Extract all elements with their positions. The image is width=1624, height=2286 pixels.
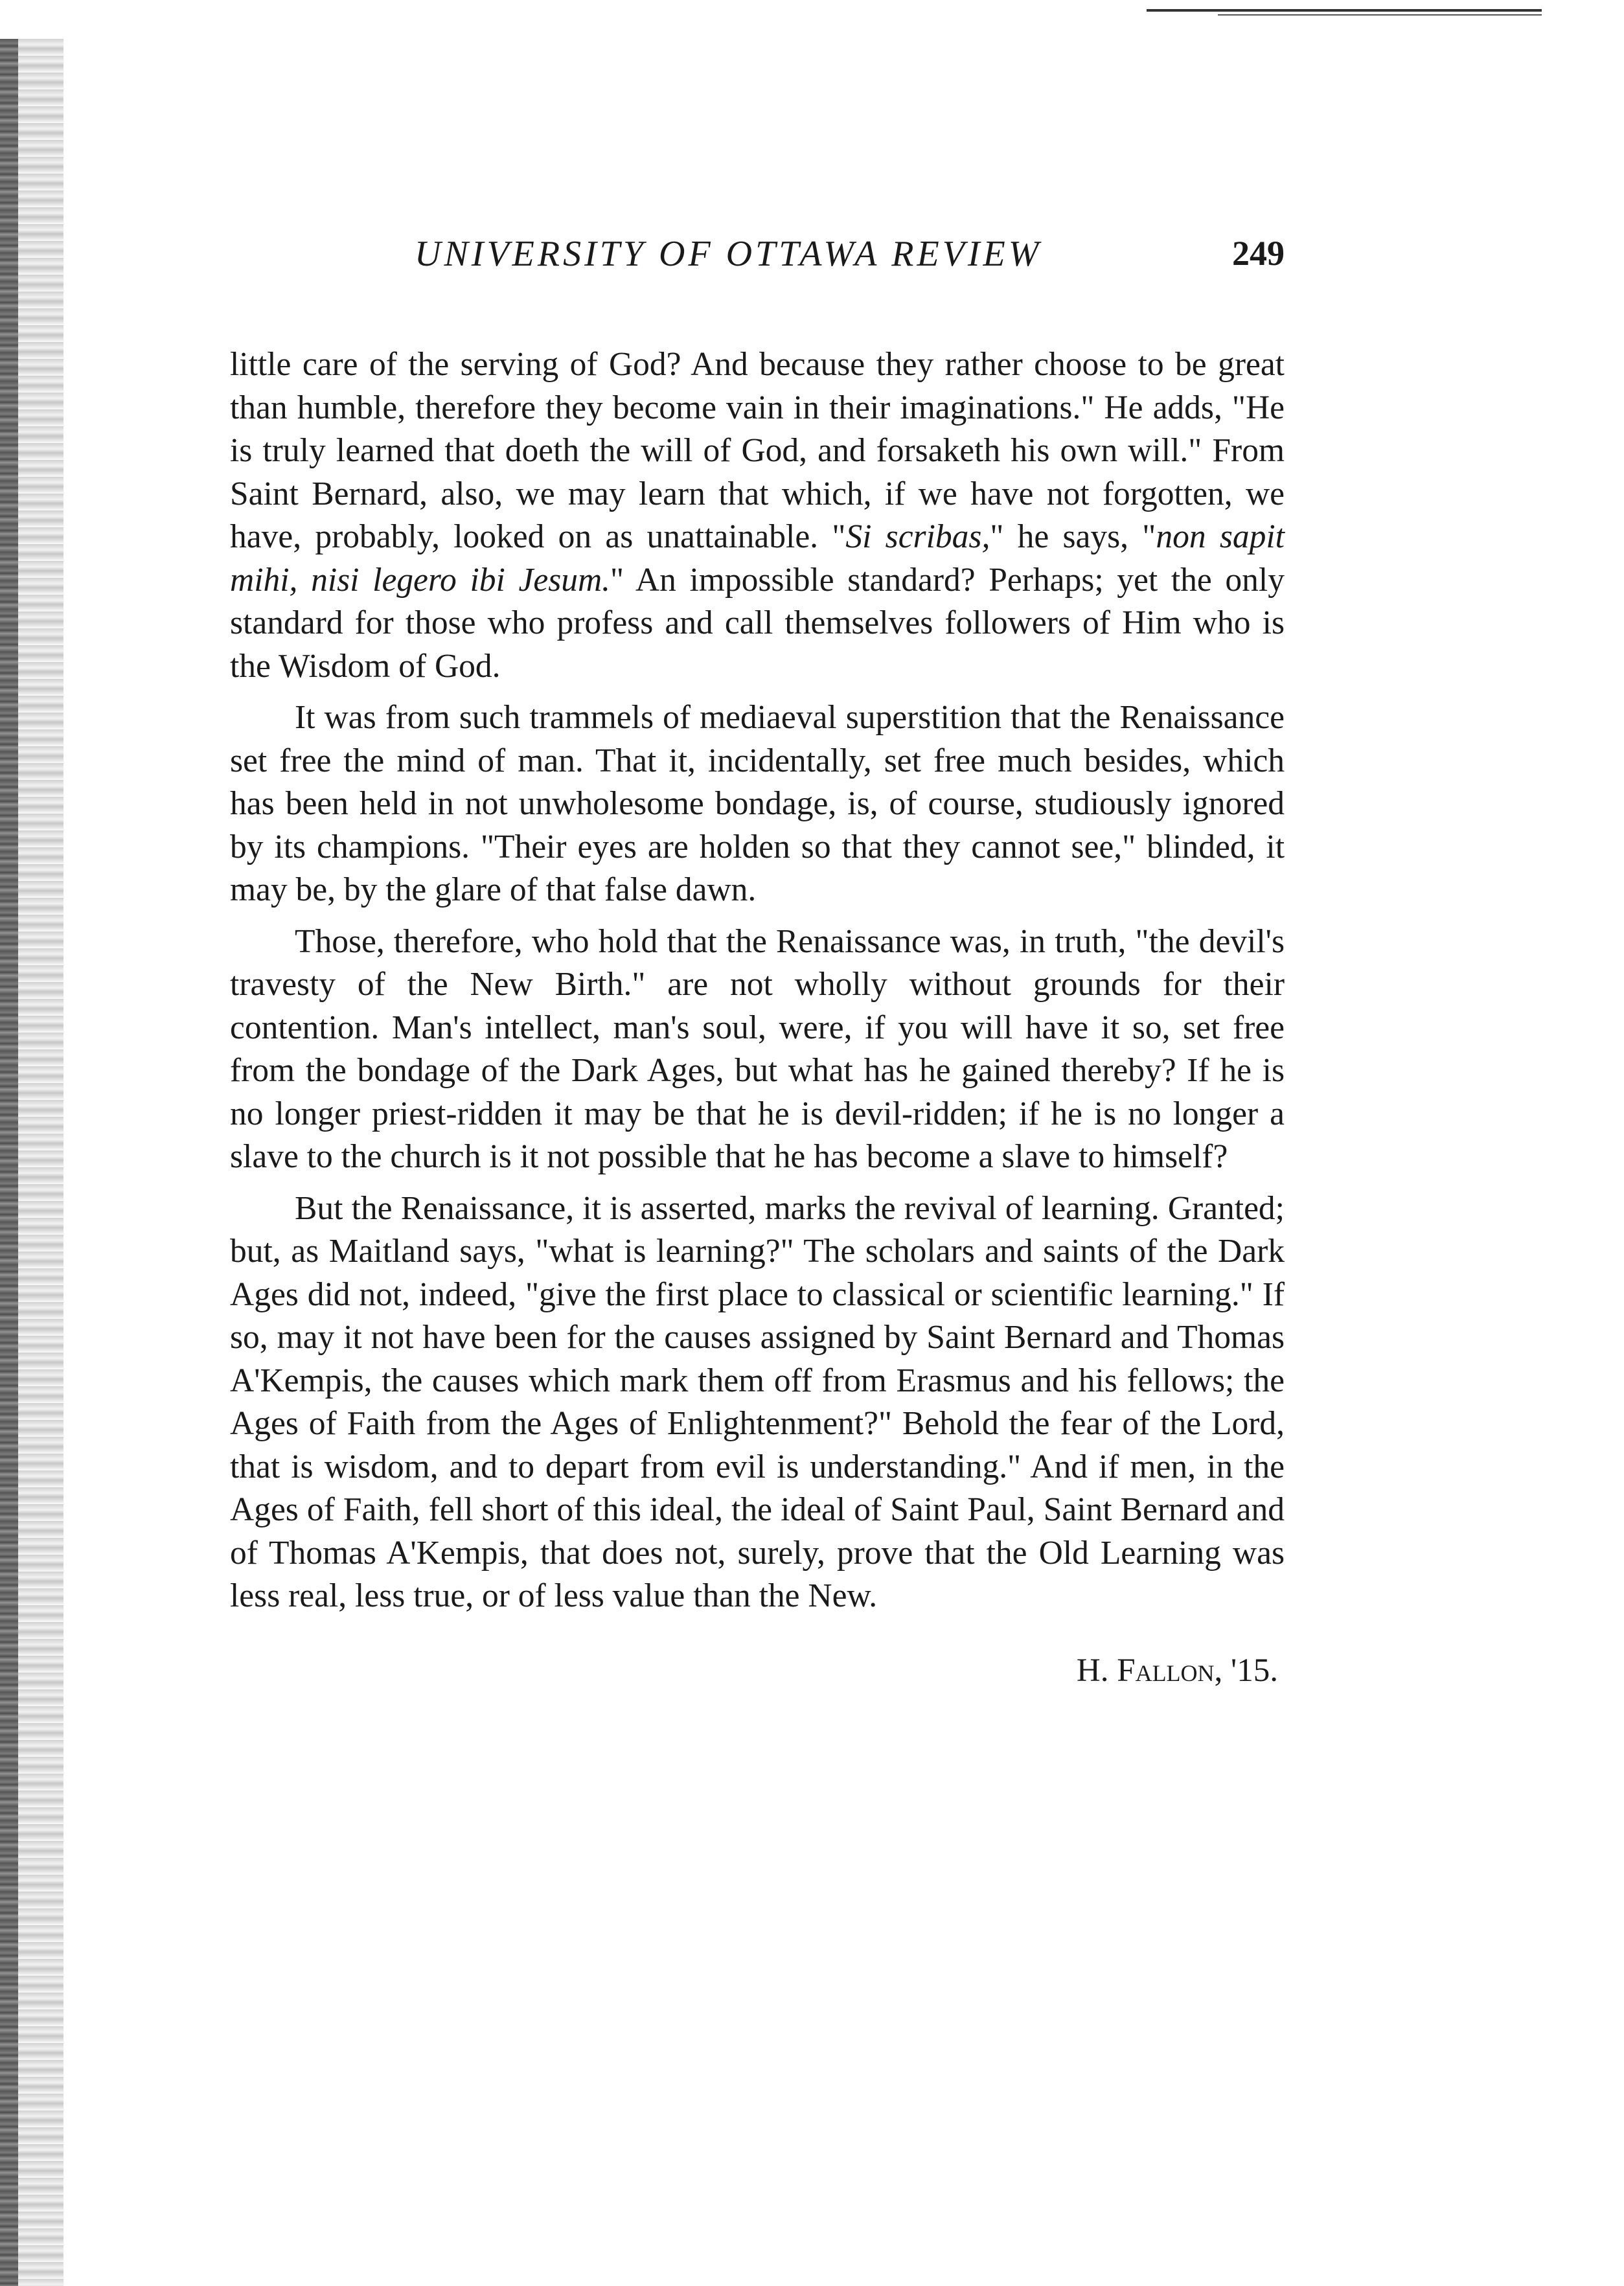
author-surname: Fallon [1117, 1652, 1215, 1689]
page-number: 249 [1232, 234, 1285, 273]
paragraph-4: But the Renaissance, it is asserted, marks the revival of learning. Granted; but, as Maitland says, "what is learning?" The scholars and saints of the Dark Ages did not, indeed, "give the first place to classical or scientific learning." If so, may it not have been for the causes assigned by Saint Bernard and Thomas A'Kempis, the causes which mark them off from Erasmus and his fellows; the Ages of Faith from the Ages of Enlightenment?" Behold the fear of the Lord, that is wisdom, and to depart from evil is understanding." And if men, in the Ages of Faith, fell short of this ideal, the ideal of Saint Paul, Saint Bernard and of Thomas A'Kempis, that does not, surely, prove that the Old Learning was less real, less true, or of less value than the New. [230, 1189, 1285, 1614]
author-signature [230, 1652, 1285, 1689]
page-binding-shadow [18, 39, 63, 2286]
paragraph-1-text-c: " An impossible standard? Perhaps; yet the only standard for those who profess and call themselves followers of Him who is the Wisdom of God. [230, 561, 1285, 685]
paragraph-1-text-b: " he says, " [990, 518, 1156, 555]
paragraph-2: It was from such trammels of mediaeval superstition that the Renaissance set free the mind of man. That it, incidentally, set free much besides, which has been held in not unwholesome bondage, is, of course, studiously ignored by its champions. "Their eyes are holden so that they cannot see," blinded, it may be, by the glare of that false dawn. [230, 699, 1285, 908]
page-binding-edge [0, 39, 18, 2286]
top-edge-rule [1147, 9, 1542, 12]
document-page [230, 214, 1285, 1689]
running-title: UNIVERSITY OF OTTAWA REVIEW [415, 234, 1042, 274]
author-initial: H. [1076, 1652, 1109, 1689]
author-year: , '15. [1214, 1652, 1278, 1689]
top-edge-rule-thin [1218, 14, 1542, 16]
running-header [230, 214, 1285, 285]
article-body [230, 343, 1285, 1618]
latin-quote-2: non sapit mihi, nisi legero ibi Jesum. [230, 518, 1285, 599]
paragraph-1-text-a: little care of the serving of God? And because they rather choose to be great than humble, therefore they become vain in their imaginations." He adds, "He is truly learned that doeth the will of God, and forsaketh his own will." From Saint Bernard, also, we may learn that which, if we have not forgotten, we have, probably, looked on as unattainable. " [230, 346, 1285, 555]
paragraph-1 [230, 343, 1285, 688]
paragraph-3: Those, therefore, who hold that the Renaissance was, in truth, "the devil's travesty of the New Birth." are not wholly without grounds for their contention. Man's intellect, man's soul, were, if you will have it so, set free from the bondage of the Dark Ages, but what has he gained thereby? If he is no longer priest-ridden it may be that he is devil-ridden; if he is no longer a slave to the church is it not possible that he has become a slave to himself? [230, 922, 1285, 1175]
latin-quote-1: Si scribas, [845, 518, 990, 555]
